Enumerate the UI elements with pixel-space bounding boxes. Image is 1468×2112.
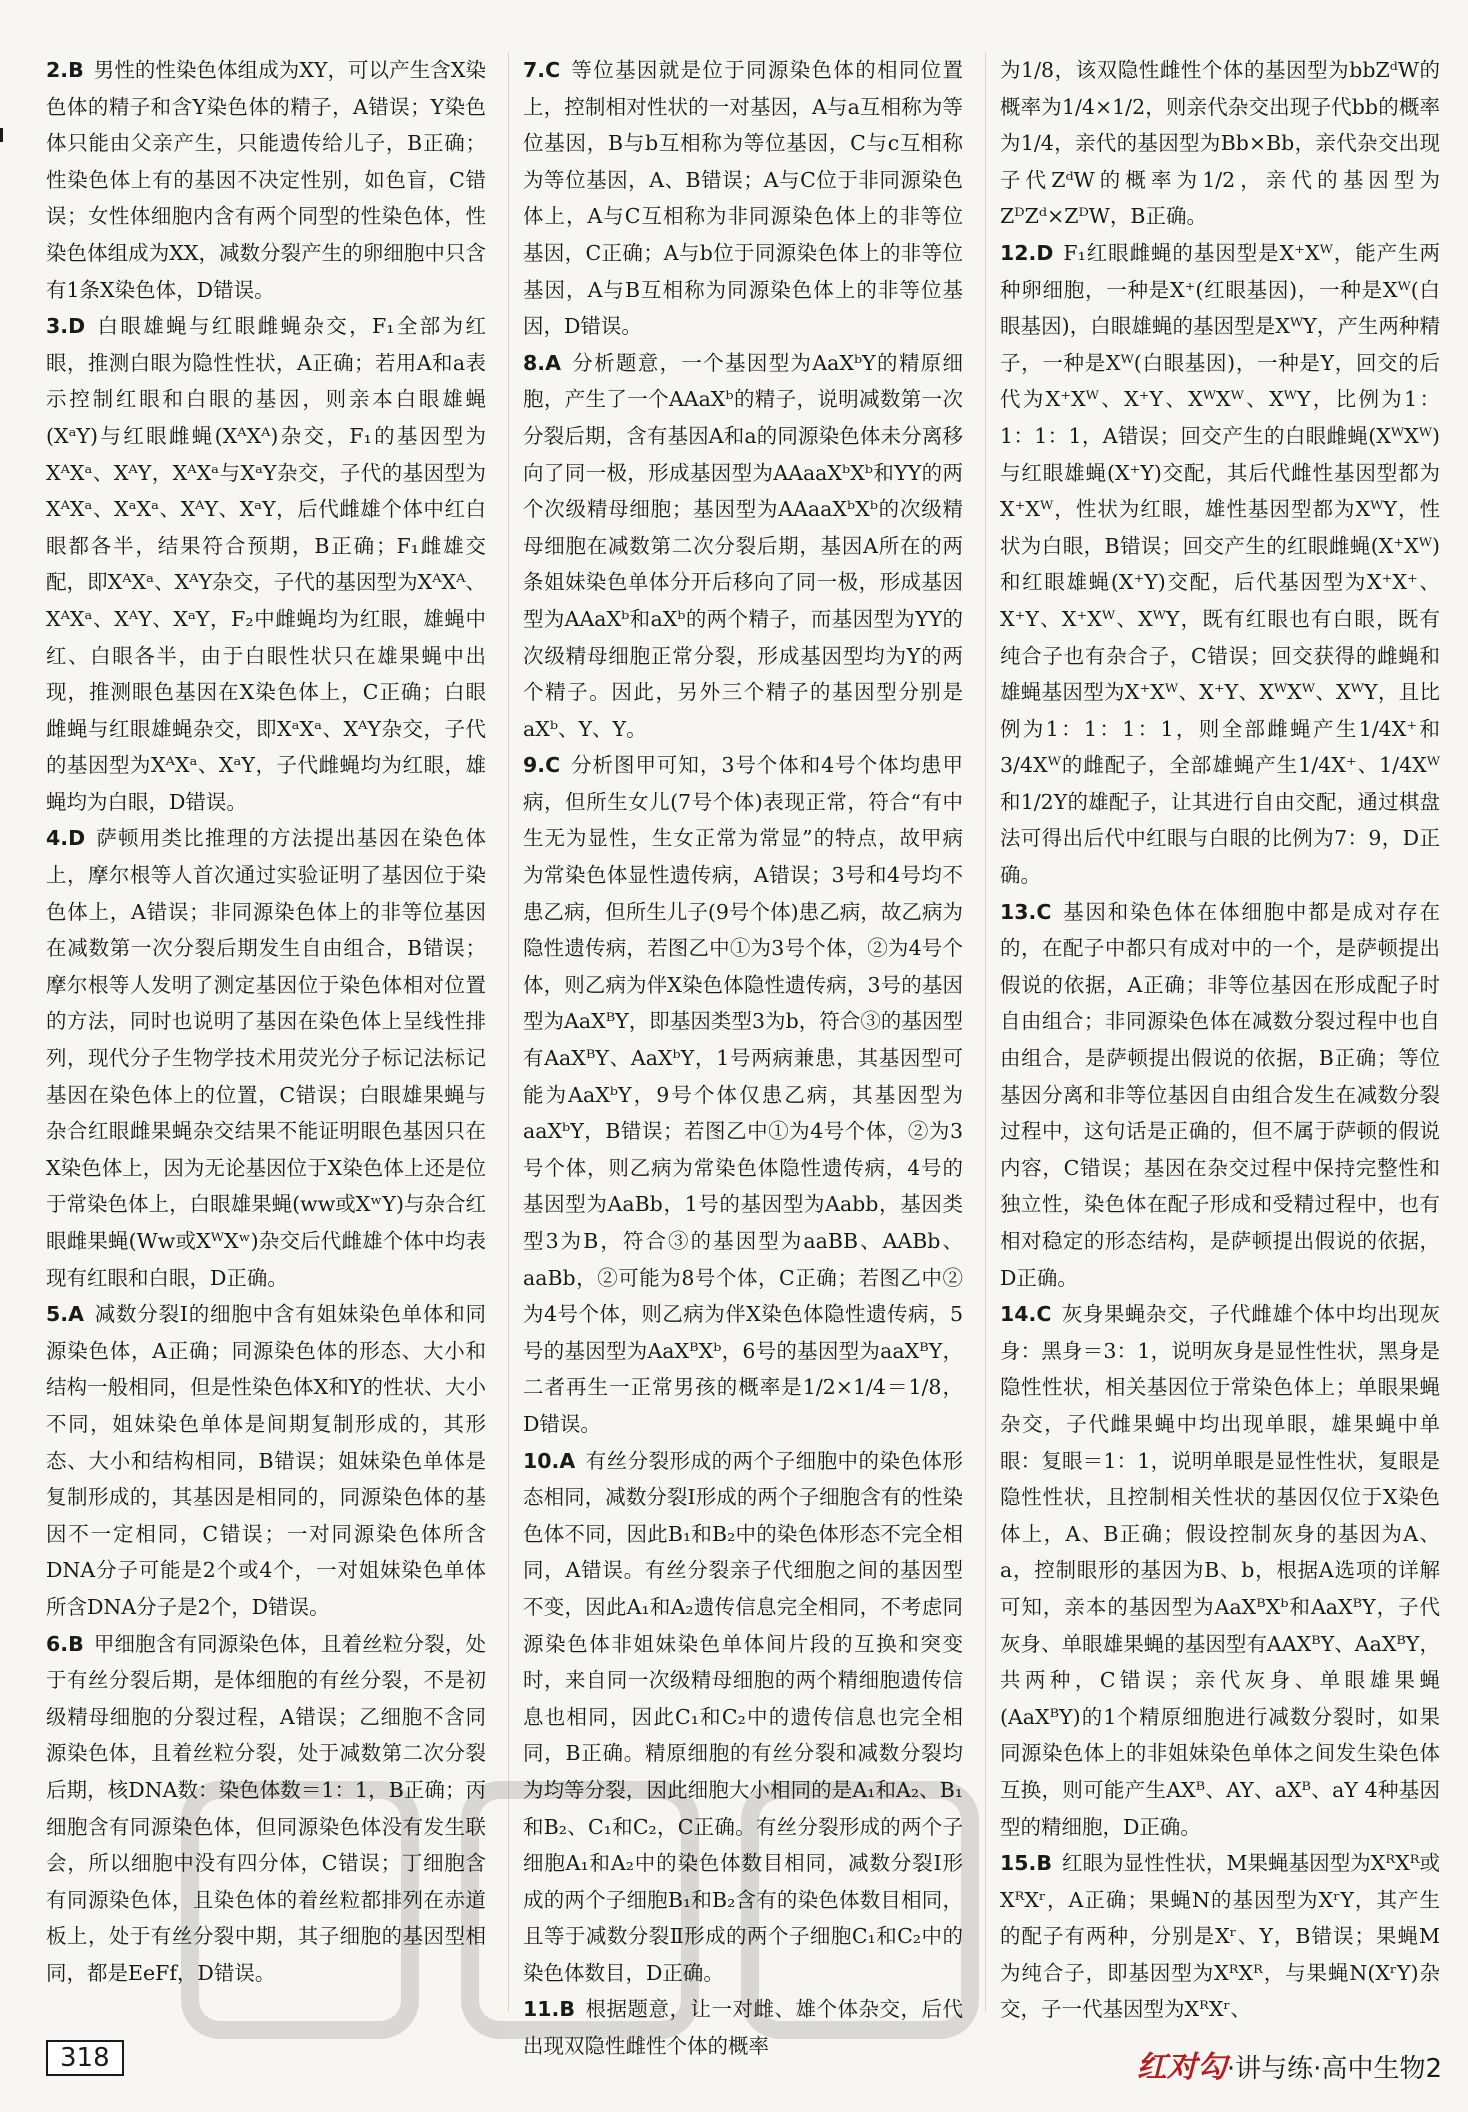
answer-item-6: 6.B 甲细胞含有同源染色体，且着丝粒分裂，处于有丝分裂后期，是体细胞的有丝分裂，不是初级精母细胞的分裂过程，A错误；乙细胞不含同源染色体，且着丝粒分裂，处于减数第二次分裂后期，核DNA数：染色体数＝1：1，B正确；丙细胞含有同源染色体，但同源染色体没有发生联会，所以细胞中没有四分体，C错误；丁细胞含有同源染色体，且染色体的着丝粒都排列在赤道板上，处于有丝分裂中期，其子细胞的基因型相同，都是EeFf，D错误。 (46, 1631, 486, 1985)
answer-item-9: 9.C 分析图甲可知，3号个体和4号个体均患甲病，但所生女儿(7号个体)表现正常，符合“有中生无为显性，生女正常为常显”的特点，故甲病为常染色体显性遗传病，A错误；3号和4号均不患乙病，但所生儿子(9号个体)患乙病，故乙病为隐性遗传病，若图乙中①为3号个体，②为4号个体，则乙病为伴X染色体隐性遗传病，3号的基因型为AaXᴮY，即基因类型3为b，符合③的基因型有AaXᴮY、AaXᵇY，1号两病兼患，其基因型可能为AaXᵇY，9号个体仅患乙病，其基因型为aaXᵇY，B错误；若图乙中①为4号个体，②为3号个体，则乙病为常染色体隐性遗传病，4号的基因型为AaBb，1号的基因型为Aabb，基因类型3为B，符合③的基因型为aaBB、AABb、aaBb，②可能为8号个体，C正确；若图乙中②为4号个体，则乙病为伴X染色体隐性遗传病，5号的基因型为AaXᴮXᵇ，6号的基因型为aaXᴮY，二者再生一正常男孩的概率是1/2×1/4＝1/8，D错误。 (523, 753, 963, 1436)
column-1 (46, 52, 486, 2012)
book-subtitle: ·讲与练·高中生物2 (1226, 2054, 1442, 2084)
answer-item-2: 2.B 男性的性染色体组成为XY，可以产生含X染色体的精子和含Y染色体的精子，A错误；Y染色体只能由父亲产生，只能遗传给儿子，B正确；性染色体上有的基因不决定性别，如色盲，C错误；女性体细胞内含有两个同型的性染色体，性染色体组成为XX，减数分裂产生的卵细胞中只含有1条X染色体，D错误。 (46, 58, 486, 302)
answer-item-11-continued: 为1/8，该双隐性雌性个体的基因型为bbZᵈW的概率为1/4×1/2，则亲代杂交出现子代bb的概率为1/4，亲代的基因型为Bb×Bb，亲代杂交出现子代ZᵈW的概率为1/2，亲代的基因型为ZᴰZᵈ×ZᴰW，B正确。 (1000, 58, 1440, 229)
page-footer (46, 2036, 1442, 2084)
answer-item-5: 5.A 减数分裂Ⅰ的细胞中含有姐妹染色单体和同源染色体，A正确；同源染色体的形态、大小和结构一般相同，但是性染色体X和Y的性状、大小不同，姐妹染色单体是间期复制形成的，其形态、大小和结构相同，B错误；姐妹染色单体是复制形成的，其基因是相同的，同源染色体的基因不一定相同，C错误；一对同源染色体所含DNA分子可能是2个或4个，一对姐妹染色单体所含DNA分子是2个，D错误。 (46, 1302, 486, 1619)
page-number: 318 (46, 2040, 124, 2076)
brand-logo: 红对勾 (1136, 2050, 1227, 2085)
answer-item-7: 7.C 等位基因就是位于同源染色体的相同位置上，控制相对性状的一对基因，A与a互相称为等位基因，B与b互相称为等位基因，C与c互相称为等位基因，A、B错误；A与C位于非同源染色体上，A与C互相称为非同源染色体上的非等位基因，C正确；A与b位于同源染色体上的非等位基因，A与B互相称为同源染色体上的非等位基因，D错误。 (523, 58, 963, 339)
answer-item-3: 3.D 白眼雄蝇与红眼雌蝇杂交，F₁全部为红眼，推测白眼为隐性性状，A正确；若用A和a表示控制红眼和白眼的基因，则亲本白眼雄蝇(XᵃY)与红眼雌蝇(XᴬXᴬ)杂交，F₁的基因型为XᴬXᵃ、XᴬY，XᴬXᵃ与XᵃY杂交，子代的基因型为XᴬXᵃ、XᵃXᵃ、XᴬY、XᵃY，后代雌雄个体中红白眼都各半，结果符合预期，B正确；F₁雌雄交配，即XᴬXᵃ、XᴬY杂交，子代的基因型为XᴬXᴬ、XᴬXᵃ、XᴬY、XᵃY，F₂中雌蝇均为红眼，雄蝇中红、白眼各半，由于白眼性状只在雄果蝇中出现，推测眼色基因在X染色体上，C正确；白眼雌蝇与红眼雄蝇杂交，即XᵃXᵃ、XᴬY杂交，子代的基因型为XᴬXᵃ、XᵃY，子代雌蝇均为红眼，雄蝇均为白眼，D错误。 (46, 314, 486, 814)
answer-item-4: 4.D 萨顿用类比推理的方法提出基因在染色体上，摩尔根等人首次通过实验证明了基因位于染色体上，A错误；非同源染色体上的非等位基因在减数第一次分裂后期发生自由组合，B错误；摩尔根等人发明了测定基因位于染色体相对位置的方法，同时也说明了基因在染色体上呈线性排列，现代分子生物学技术用荧光分子标记法标记基因在染色体上的位置，C错误；白眼雄果蝇与杂合红眼雌果蝇杂交结果不能证明眼色基因只在X染色体上，因为无论基因位于X染色体上还是位于常染色体上，白眼雄果蝇(ww或XʷY)与杂合红眼雌果蝇(Ww或XᵂXʷ)杂交后代雌雄个体中均表现有红眼和白眼，D正确。 (46, 826, 486, 1290)
answer-item-12: 12.D F₁红眼雌蝇的基因型是X⁺Xᵂ，能产生两种卵细胞，一种是X⁺(红眼基因)，一种是Xᵂ(白眼基因)，白眼雄蝇的基因型是XᵂY，产生两种精子，一种是Xᵂ(白眼基因)，一种是Y，回交的后代为X⁺Xᵂ、X⁺Y、XᵂXᵂ、XᵂY，比例为1：1：1：1，A错误；回交产生的白眼雌蝇(XᵂXᵂ)与红眼雄蝇(X⁺Y)交配，其后代雌性基因型都为X⁺Xᵂ，性状为红眼，雄性基因型都为XᵂY，性状为白眼，B错误；回交产生的红眼雌蝇(X⁺Xᵂ)和红眼雄蝇(X⁺Y)交配，后代基因型为X⁺X⁺、X⁺Y、X⁺Xᵂ、XᵂY，既有红眼也有白眼，既有纯合子也有杂合子，C错误；回交获得的雌蝇和雄蝇基因型为X⁺Xᵂ、X⁺Y、XᵂXᵂ、XᵂY，且比例为1：1：1：1，则全部雌蝇产生1/4X⁺和3/4Xᵂ的雌配子，全部雄蝇产生1/4X⁺、1/4Xᵂ和1/2Y的雄配子，让其进行自由交配，通过棋盘法可得出后代中红眼与白眼的比例为7：9，D正确。 (1000, 240, 1440, 888)
column-3 (985, 52, 1440, 2022)
answer-item-13: 13.C 基因和染色体在体细胞中都是成对存在的，在配子中都只有成对中的一个，是萨顿提出假说的依据，A正确；非等位基因在形成配子时自由组合；非同源染色体在减数分裂过程中也自由组合，是萨顿提出假说的依据，B正确；等位基因分离和非等位基因自由组合发生在减数分裂过程中，这句话是正确的，但不属于萨顿的假说内容，C错误；基因在杂交过程中保持完整性和独立性，染色体在配子形成和受精过程中，也有相对稳定的形态结构，是萨顿提出假说的依据，D正确。 (1000, 899, 1440, 1290)
book-brand (1137, 2042, 1442, 2086)
answer-item-11: 11.B 根据题意，让一对雌、雄个体杂交，后代出现双隐性雌性个体的概率 (523, 1997, 963, 2059)
margin-mark (0, 128, 3, 142)
answer-item-10: 10.A 有丝分裂形成的两个子细胞中的染色体形态相同，减数分裂Ⅰ形成的两个子细胞含有的性染色体不同，因此B₁和B₂中的染色体形态不完全相同，A错误。有丝分裂亲子代细胞之间的基因型不变，因此A₁和A₂遗传信息完全相同，不考虑同源染色体非姐妹染色单体间片段的互换和突变时，来自同一次级精母细胞的两个精细胞遗传信息也相同，因此C₁和C₂中的遗传信息也完全相同，B正确。精原细胞的有丝分裂和减数分裂均为均等分裂，因此细胞大小相同的是A₁和A₂、B₁和B₂、C₁和C₂，C正确。有丝分裂形成的两个子细胞A₁和A₂中的染色体数目相同，减数分裂Ⅰ形成的两个子细胞B₁和B₂含有的染色体数目相同，且等于减数分裂Ⅱ形成的两个子细胞C₁和C₂中的染色体数目，D正确。 (523, 1448, 963, 1985)
answer-item-15: 15.B 红眼为显性性状，M果蝇基因型为XᴿXᴿ或XᴿXʳ，A正确；果蝇N的基因型为XʳY，其产生的配子有两种，分别是Xʳ、Y，B错误；果蝇M为纯合子，即基因型为XᴿXᴿ，与果蝇N(XʳY)杂交，子一代基因型为XᴿXʳ、 (1000, 1851, 1440, 2022)
column-2 (508, 52, 963, 2059)
answer-item-8: 8.A 分析题意，一个基因型为AaXᵇY的精原细胞，产生了一个AAaXᵇ的精子，说明减数第一次分裂后期，含有基因A和a的同源染色体未分离移向了同一极，形成基因型为AAaaXᵇXᵇ和YY的两个次级精母细胞；基因型为AAaaXᵇXᵇ的次级精母细胞在减数第二次分裂后期，基因A所在的两条姐妹染色单体分开后移向了同一极，形成基因型为AAaXᵇ和aXᵇ的两个精子，而基因型为YY的次级精母细胞正常分裂，形成基因型均为Y的两个精子。因此，另外三个精子的基因型分别是aXᵇ、Y、Y。 (523, 350, 963, 741)
answer-item-14: 14.C 灰身果蝇杂交，子代雌雄个体中均出现灰身：黑身＝3：1，说明灰身是显性性状，黑身是隐性性状，相关基因位于常染色体上；单眼果蝇杂交，子代雌果蝇中均出现单眼，雄果蝇中单眼：复眼＝1：1，说明单眼是显性性状，复眼是隐性性状，且控制相关性状的基因仅位于X染色体上，A、B正确；假设控制灰身的基因为A、a，控制眼形的基因为B、b，根据A选项的详解可知，亲本的基因型为AaXᴮXᵇ和AaXᴮY，子代灰身、单眼雄果蝇的基因型有AAXᴮY、AaXᴮY，共两种，C错误；亲代灰身、单眼雄果蝇(AaXᴮY)的1个精原细胞进行减数分裂时，如果同源染色体上的非姐妹染色单体之间发生染色体互换，则可能产生AXᴮ、AY、aXᴮ、aY 4种基因型的精细胞，D正确。 (1000, 1302, 1440, 1839)
